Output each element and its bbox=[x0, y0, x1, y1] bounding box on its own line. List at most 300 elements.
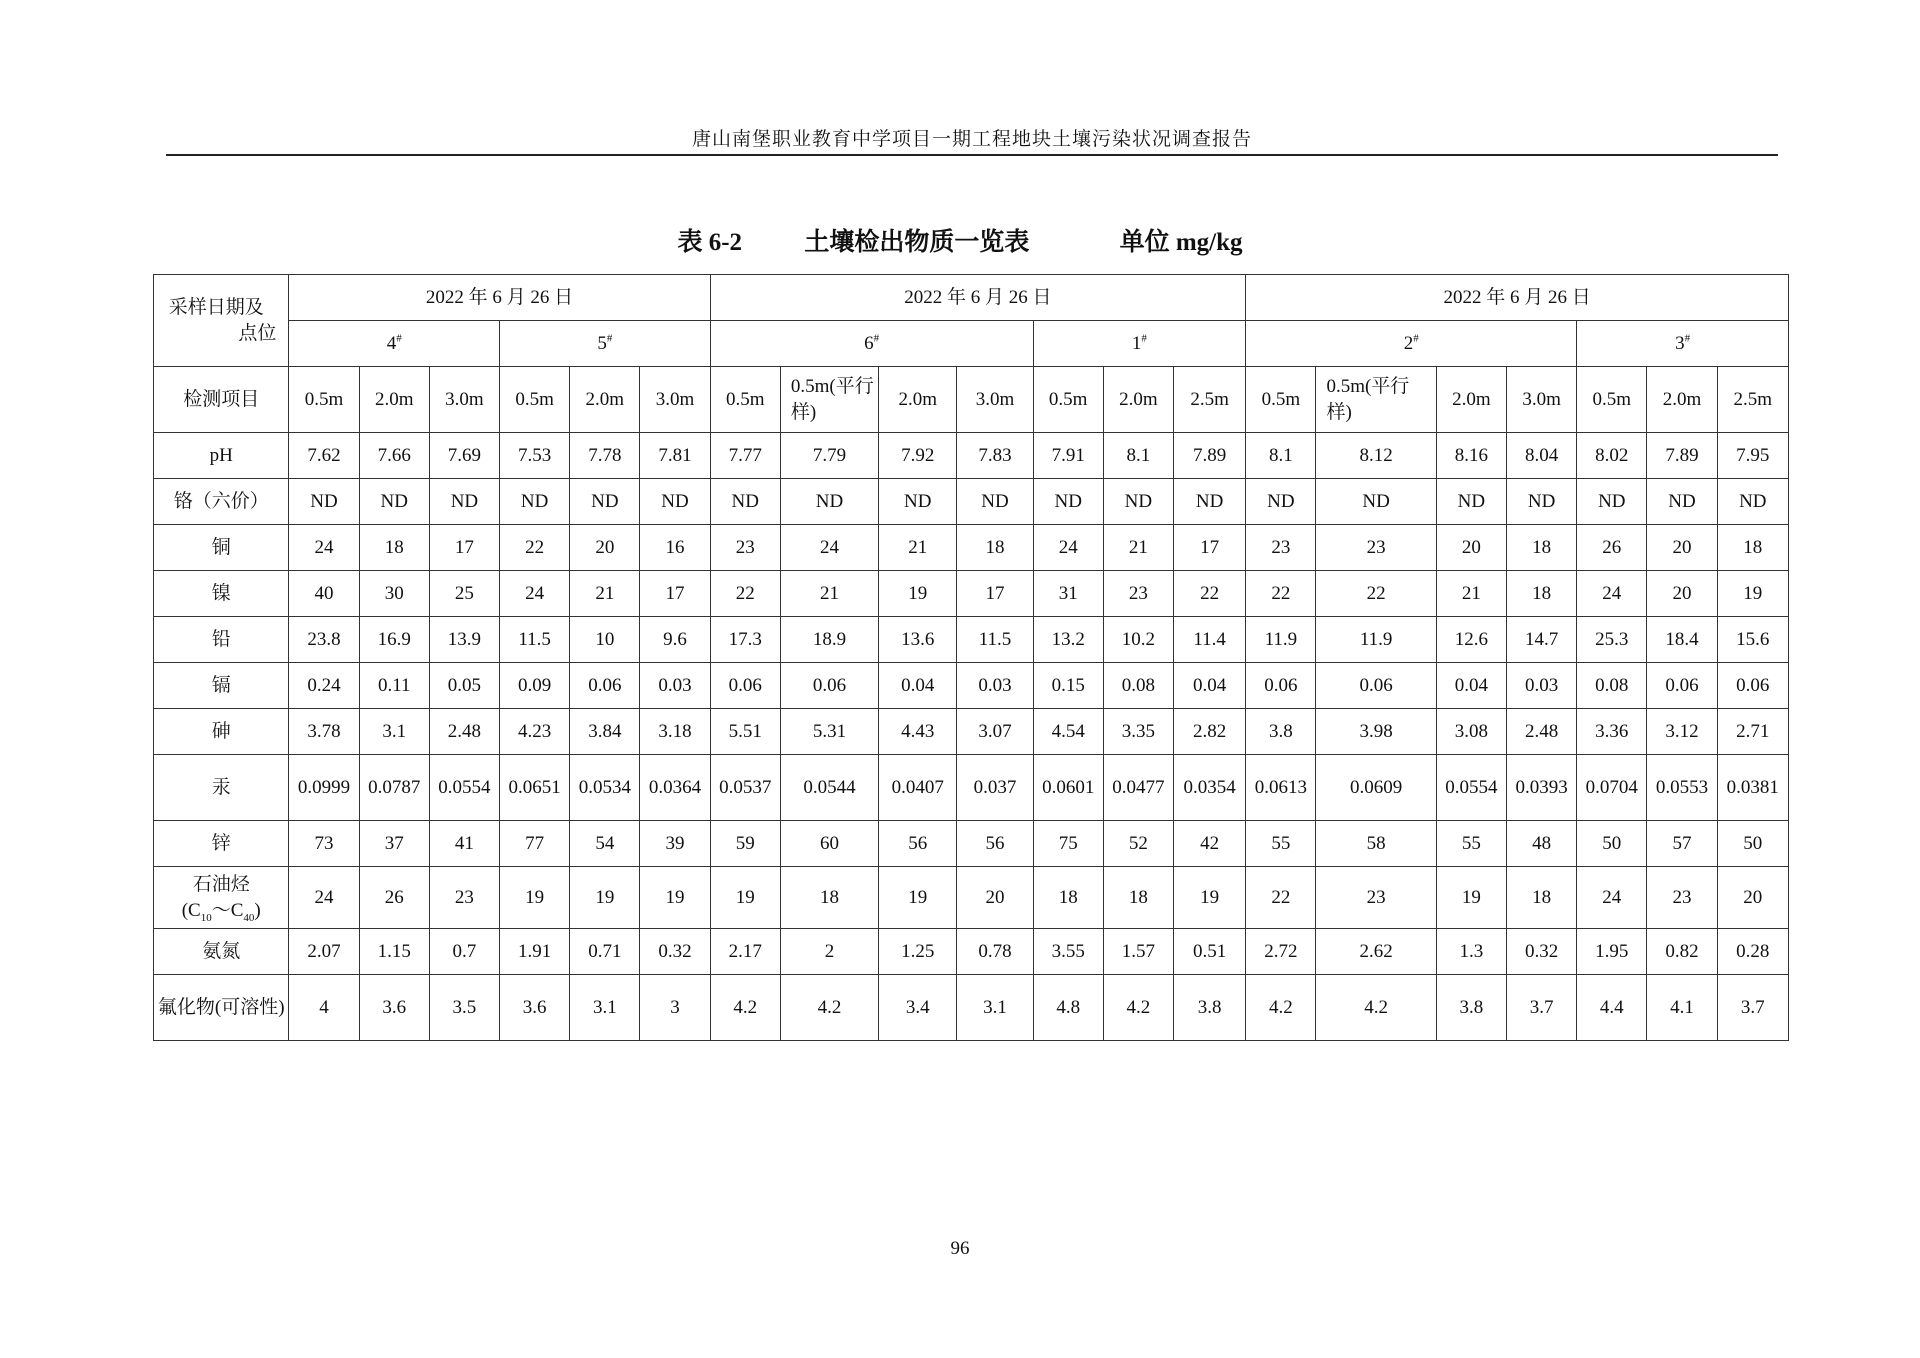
table-cell: 0.0554 bbox=[429, 755, 499, 821]
table-cell: 21 bbox=[570, 571, 640, 617]
point-header-1: 1# bbox=[1033, 321, 1246, 367]
table-cell: 23 bbox=[1647, 867, 1717, 929]
corner-line-2: 点位 bbox=[238, 322, 277, 344]
table-cell: 1.57 bbox=[1103, 929, 1173, 975]
table-cell: 18 bbox=[780, 867, 878, 929]
depth-header-cell: 2.0m bbox=[359, 367, 429, 433]
table-cell: 12.6 bbox=[1436, 617, 1506, 663]
table-cell: 0.0534 bbox=[570, 755, 640, 821]
table-cell: 20 bbox=[1647, 525, 1717, 571]
table-cell: 13.9 bbox=[429, 617, 499, 663]
table-cell: 41 bbox=[429, 821, 499, 867]
table-cell: 25.3 bbox=[1577, 617, 1647, 663]
table-cell: ND bbox=[1316, 479, 1436, 525]
date-header-2: 2022 年 6 月 26 日 bbox=[710, 275, 1246, 321]
table-cell: 54 bbox=[570, 821, 640, 867]
table-cell: 0.0407 bbox=[879, 755, 957, 821]
table-cell: 21 bbox=[1103, 525, 1173, 571]
table-cell: 30 bbox=[359, 571, 429, 617]
table-unit: 单位 mg/kg bbox=[1119, 229, 1243, 256]
table-cell: 55 bbox=[1246, 821, 1316, 867]
table-cell: 20 bbox=[957, 867, 1033, 929]
table-cell: 0.04 bbox=[1436, 663, 1506, 709]
depth-header-cell: 3.0m bbox=[957, 367, 1033, 433]
table-cell: 7.89 bbox=[1174, 433, 1246, 479]
table-cell: 10 bbox=[570, 617, 640, 663]
table-cell: 16 bbox=[640, 525, 710, 571]
depth-header-cell: 2.5m bbox=[1174, 367, 1246, 433]
table-cell: 52 bbox=[1103, 821, 1173, 867]
table-cell: 0.03 bbox=[640, 663, 710, 709]
table-cell: 8.1 bbox=[1103, 433, 1173, 479]
table-cell: 0.04 bbox=[879, 663, 957, 709]
table-cell: 23 bbox=[1316, 525, 1436, 571]
header-rule bbox=[166, 154, 1778, 156]
table-cell: 3.8 bbox=[1174, 975, 1246, 1041]
row-label: 镉 bbox=[154, 663, 289, 709]
point-header-2: 2# bbox=[1246, 321, 1577, 367]
table-cell: 0.06 bbox=[570, 663, 640, 709]
row-label: 铜 bbox=[154, 525, 289, 571]
table-cell: 18 bbox=[1103, 867, 1173, 929]
table-cell: 0.09 bbox=[500, 663, 570, 709]
depth-header-cell: 0.5m bbox=[710, 367, 780, 433]
table-cell: 0.0999 bbox=[289, 755, 359, 821]
table-cell: 4.4 bbox=[1577, 975, 1647, 1041]
table-cell: 0.28 bbox=[1717, 929, 1788, 975]
table-cell: 19 bbox=[879, 571, 957, 617]
table-cell: 7.69 bbox=[429, 433, 499, 479]
table-cell: 18 bbox=[957, 525, 1033, 571]
table-cell: 11.5 bbox=[957, 617, 1033, 663]
table-cell: 4 bbox=[289, 975, 359, 1041]
row-label: 铅 bbox=[154, 617, 289, 663]
table-cell: 56 bbox=[879, 821, 957, 867]
row-label: pH bbox=[154, 433, 289, 479]
table-cell: 7.92 bbox=[879, 433, 957, 479]
point-header-3: 3# bbox=[1577, 321, 1789, 367]
table-cell: 0.32 bbox=[640, 929, 710, 975]
table-cell: 3.6 bbox=[500, 975, 570, 1041]
table-cell: 20 bbox=[1436, 525, 1506, 571]
table-cell: 58 bbox=[1316, 821, 1436, 867]
table-cell: 3.6 bbox=[359, 975, 429, 1041]
table-cell: 0.0537 bbox=[710, 755, 780, 821]
depth-header-cell: 2.0m bbox=[1436, 367, 1506, 433]
table-cell: 1.25 bbox=[879, 929, 957, 975]
table-cell: 2.62 bbox=[1316, 929, 1436, 975]
table-cell: 3.7 bbox=[1717, 975, 1788, 1041]
table-cell: 7.53 bbox=[500, 433, 570, 479]
table-cell: ND bbox=[957, 479, 1033, 525]
table-cell: 3.7 bbox=[1507, 975, 1577, 1041]
table-cell: 18 bbox=[1033, 867, 1103, 929]
table-cell: 3.1 bbox=[359, 709, 429, 755]
table-cell: 0.04 bbox=[1174, 663, 1246, 709]
table-cell: 11.4 bbox=[1174, 617, 1246, 663]
table-cell: ND bbox=[500, 479, 570, 525]
table-cell: 18 bbox=[1507, 525, 1577, 571]
table-cell: 19 bbox=[500, 867, 570, 929]
table-cell: 0.51 bbox=[1174, 929, 1246, 975]
table-cell: 19 bbox=[879, 867, 957, 929]
table-cell: 7.77 bbox=[710, 433, 780, 479]
table-cell: 3.84 bbox=[570, 709, 640, 755]
corner-line-1: 采样日期及 bbox=[168, 296, 264, 318]
table-cell: 2.82 bbox=[1174, 709, 1246, 755]
table-cell: 7.83 bbox=[957, 433, 1033, 479]
report-header-title: 唐山南堡职业教育中学项目一期工程地块土壤污染状况调查报告 bbox=[691, 128, 1252, 150]
table-row bbox=[154, 433, 1789, 479]
table-cell: 77 bbox=[500, 821, 570, 867]
table-cell: 1.3 bbox=[1436, 929, 1506, 975]
table-cell: 4.2 bbox=[1316, 975, 1436, 1041]
table-cell: 7.89 bbox=[1647, 433, 1717, 479]
table-cell: 2.17 bbox=[710, 929, 780, 975]
table-cell: 3.78 bbox=[289, 709, 359, 755]
table-row bbox=[154, 709, 1789, 755]
table-cell: 24 bbox=[289, 525, 359, 571]
table-cell: 20 bbox=[570, 525, 640, 571]
table-cell: 3.1 bbox=[957, 975, 1033, 1041]
table-cell: 4.8 bbox=[1033, 975, 1103, 1041]
table-cell: 21 bbox=[1436, 571, 1506, 617]
table-cell: 50 bbox=[1577, 821, 1647, 867]
table-cell: ND bbox=[1103, 479, 1173, 525]
table-cell: 23 bbox=[1246, 525, 1316, 571]
table-cell: 3.08 bbox=[1436, 709, 1506, 755]
table-cell: 4.43 bbox=[879, 709, 957, 755]
table-cell: 3.98 bbox=[1316, 709, 1436, 755]
depth-header-cell: 3.0m bbox=[1507, 367, 1577, 433]
table-cell: 9.6 bbox=[640, 617, 710, 663]
table-row bbox=[154, 755, 1789, 821]
table-cell: 21 bbox=[879, 525, 957, 571]
table-cell: 7.62 bbox=[289, 433, 359, 479]
table-cell: 3.1 bbox=[570, 975, 640, 1041]
table-cell: 0.0544 bbox=[780, 755, 878, 821]
table-cell: 0.06 bbox=[710, 663, 780, 709]
table-cell: 8.1 bbox=[1246, 433, 1316, 479]
table-number: 表 6-2 bbox=[677, 229, 743, 256]
table-cell: 22 bbox=[1246, 867, 1316, 929]
table-cell: 8.04 bbox=[1507, 433, 1577, 479]
table-cell: 0.06 bbox=[780, 663, 878, 709]
depth-header-cell: 3.0m bbox=[640, 367, 710, 433]
table-cell: 3.55 bbox=[1033, 929, 1103, 975]
table-cell: 3.07 bbox=[957, 709, 1033, 755]
table-cell: 23 bbox=[429, 867, 499, 929]
table-cell: 24 bbox=[1033, 525, 1103, 571]
table-row bbox=[154, 571, 1789, 617]
table-cell: ND bbox=[710, 479, 780, 525]
depth-header-cell: 2.0m bbox=[1103, 367, 1173, 433]
table-cell: 0.06 bbox=[1717, 663, 1788, 709]
depth-header-cell: 0.5m(平行样) bbox=[780, 367, 878, 433]
date-header-1: 2022 年 6 月 26 日 bbox=[289, 275, 710, 321]
table-cell: 0.0393 bbox=[1507, 755, 1577, 821]
table-cell: 7.95 bbox=[1717, 433, 1788, 479]
table-cell: 8.12 bbox=[1316, 433, 1436, 479]
table-row bbox=[154, 479, 1789, 525]
row-label: 氨氮 bbox=[154, 929, 289, 975]
table-cell: 2.07 bbox=[289, 929, 359, 975]
table-cell: 13.2 bbox=[1033, 617, 1103, 663]
table-cell: 11.5 bbox=[500, 617, 570, 663]
row-label: 砷 bbox=[154, 709, 289, 755]
table-cell: 11.9 bbox=[1316, 617, 1436, 663]
depth-header-cell: 0.5m(平行样) bbox=[1316, 367, 1436, 433]
table-cell: ND bbox=[1577, 479, 1647, 525]
table-cell: 26 bbox=[359, 867, 429, 929]
table-cell: ND bbox=[640, 479, 710, 525]
table-cell: 50 bbox=[1717, 821, 1788, 867]
row-label: 镍 bbox=[154, 571, 289, 617]
row-label: 锌 bbox=[154, 821, 289, 867]
table-cell: 73 bbox=[289, 821, 359, 867]
table-cell: 8.16 bbox=[1436, 433, 1506, 479]
table-cell: 7.91 bbox=[1033, 433, 1103, 479]
row-label-line-2: $(C_{10}\sim C_{40})$ bbox=[181, 899, 261, 924]
depth-header-cell: 0.5m bbox=[1246, 367, 1316, 433]
table-cell: 31 bbox=[1033, 571, 1103, 617]
depth-header-cell: 2.0m bbox=[1647, 367, 1717, 433]
depth-header-cell: 2.0m bbox=[570, 367, 640, 433]
table-cell: 7.79 bbox=[780, 433, 878, 479]
table-cell: 5.31 bbox=[780, 709, 878, 755]
table-cell: 0.78 bbox=[957, 929, 1033, 975]
table-cell: 0.06 bbox=[1316, 663, 1436, 709]
table-cell: 0.11 bbox=[359, 663, 429, 709]
table-cell: 0.06 bbox=[1246, 663, 1316, 709]
table-cell: 19 bbox=[1436, 867, 1506, 929]
table-cell: 24 bbox=[289, 867, 359, 929]
table-cell: 2.71 bbox=[1717, 709, 1788, 755]
table-cell: 0.7 bbox=[429, 929, 499, 975]
table-cell: 39 bbox=[640, 821, 710, 867]
point-header-4: 4# bbox=[289, 321, 500, 367]
table-cell: 0.0787 bbox=[359, 755, 429, 821]
table-cell: 0.03 bbox=[957, 663, 1033, 709]
depth-row-label: 检测项目 bbox=[154, 367, 289, 433]
table-cell: 17 bbox=[429, 525, 499, 571]
table-cell: 0.037 bbox=[957, 755, 1033, 821]
point-header-6: 6# bbox=[710, 321, 1033, 367]
table-cell: 19 bbox=[710, 867, 780, 929]
table-row bbox=[154, 617, 1789, 663]
table-cell: ND bbox=[429, 479, 499, 525]
table-cell: 56 bbox=[957, 821, 1033, 867]
table-cell: 0.0704 bbox=[1577, 755, 1647, 821]
table-cell: 21 bbox=[780, 571, 878, 617]
table-cell: 0.08 bbox=[1577, 663, 1647, 709]
table-cell: 7.81 bbox=[640, 433, 710, 479]
table-cell: 3 bbox=[640, 975, 710, 1041]
table-cell: 4.2 bbox=[780, 975, 878, 1041]
table-cell: 24 bbox=[1577, 867, 1647, 929]
depth-header-cell: 0.5m bbox=[1033, 367, 1103, 433]
point-header-5: 5# bbox=[500, 321, 711, 367]
table-cell: 4.54 bbox=[1033, 709, 1103, 755]
table-cell: 18 bbox=[1717, 525, 1788, 571]
table-cell: 4.2 bbox=[710, 975, 780, 1041]
table-cell: 17.3 bbox=[710, 617, 780, 663]
table-cell: 2.48 bbox=[1507, 709, 1577, 755]
table-cell: 4.23 bbox=[500, 709, 570, 755]
table-name: 土壤检出物质一览表 bbox=[804, 229, 1030, 256]
row-label bbox=[154, 867, 289, 929]
table-cell: 3.36 bbox=[1577, 709, 1647, 755]
table-cell: 22 bbox=[500, 525, 570, 571]
table-cell: 18 bbox=[1507, 571, 1577, 617]
table-cell: 8.02 bbox=[1577, 433, 1647, 479]
table-cell: 0.0651 bbox=[500, 755, 570, 821]
table-row bbox=[154, 929, 1789, 975]
table-cell: 5.51 bbox=[710, 709, 780, 755]
table-cell: 4.1 bbox=[1647, 975, 1717, 1041]
table-cell: ND bbox=[1246, 479, 1316, 525]
table-cell: 7.66 bbox=[359, 433, 429, 479]
table-cell: 26 bbox=[1577, 525, 1647, 571]
table-cell: 19 bbox=[640, 867, 710, 929]
table-cell: 0.0601 bbox=[1033, 755, 1103, 821]
table-cell: 3.12 bbox=[1647, 709, 1717, 755]
table-cell: 2.72 bbox=[1246, 929, 1316, 975]
table-cell: ND bbox=[570, 479, 640, 525]
table-cell: 23 bbox=[1316, 867, 1436, 929]
row-label-line-1: 石油烃 bbox=[192, 873, 250, 895]
table-row bbox=[154, 975, 1789, 1041]
table-cell: 25 bbox=[429, 571, 499, 617]
table-cell: 24 bbox=[780, 525, 878, 571]
table-cell: 0.15 bbox=[1033, 663, 1103, 709]
soil-detection-table bbox=[153, 274, 1789, 1041]
table-cell: 22 bbox=[1246, 571, 1316, 617]
row-label: 汞 bbox=[154, 755, 289, 821]
table-cell: 13.6 bbox=[879, 617, 957, 663]
table-cell: ND bbox=[1507, 479, 1577, 525]
table-cell: 48 bbox=[1507, 821, 1577, 867]
table-cell: 0.32 bbox=[1507, 929, 1577, 975]
table-cell: 22 bbox=[1316, 571, 1436, 617]
table-cell: 19 bbox=[1174, 867, 1246, 929]
table-cell: 75 bbox=[1033, 821, 1103, 867]
table-cell: 23 bbox=[1103, 571, 1173, 617]
table-cell: ND bbox=[879, 479, 957, 525]
table-cell: 0.0364 bbox=[640, 755, 710, 821]
table-row bbox=[154, 867, 1789, 929]
table-cell: 18 bbox=[1507, 867, 1577, 929]
table-cell: 0.0613 bbox=[1246, 755, 1316, 821]
table-cell: 2 bbox=[780, 929, 878, 975]
page-number: 96 bbox=[950, 1238, 970, 1259]
table-cell: 57 bbox=[1647, 821, 1717, 867]
table-cell: 1.95 bbox=[1577, 929, 1647, 975]
table-cell: 42 bbox=[1174, 821, 1246, 867]
table-cell: 3.4 bbox=[879, 975, 957, 1041]
table-cell: 0.06 bbox=[1647, 663, 1717, 709]
table-caption bbox=[0, 222, 1920, 258]
table-cell: 18 bbox=[359, 525, 429, 571]
date-header-3: 2022 年 6 月 26 日 bbox=[1246, 275, 1789, 321]
table-cell: 7.78 bbox=[570, 433, 640, 479]
table-cell: 37 bbox=[359, 821, 429, 867]
depth-header-cell: 0.5m bbox=[289, 367, 359, 433]
table-cell: 0.0354 bbox=[1174, 755, 1246, 821]
table-cell: 4.2 bbox=[1246, 975, 1316, 1041]
depth-header-cell: 0.5m bbox=[1577, 367, 1647, 433]
table-cell: 18.4 bbox=[1647, 617, 1717, 663]
table-cell: 0.05 bbox=[429, 663, 499, 709]
depth-header-cell: 0.5m bbox=[500, 367, 570, 433]
table-cell: 40 bbox=[289, 571, 359, 617]
table-cell: 3.8 bbox=[1436, 975, 1506, 1041]
table-row bbox=[154, 821, 1789, 867]
row-label: 氟化物(可溶性) bbox=[154, 975, 289, 1041]
table-cell: 0.0609 bbox=[1316, 755, 1436, 821]
table-cell: ND bbox=[1647, 479, 1717, 525]
table-cell: ND bbox=[1174, 479, 1246, 525]
table-cell: 1.15 bbox=[359, 929, 429, 975]
table-cell: 3.35 bbox=[1103, 709, 1173, 755]
table-cell: 60 bbox=[780, 821, 878, 867]
table-cell: 23 bbox=[710, 525, 780, 571]
table-cell: 3.18 bbox=[640, 709, 710, 755]
table-row bbox=[154, 663, 1789, 709]
table-cell: 55 bbox=[1436, 821, 1506, 867]
table-cell: 3.5 bbox=[429, 975, 499, 1041]
table-cell: ND bbox=[359, 479, 429, 525]
table-cell: 10.2 bbox=[1103, 617, 1173, 663]
table-cell: 23.8 bbox=[289, 617, 359, 663]
table-cell: 0.0477 bbox=[1103, 755, 1173, 821]
table-cell: ND bbox=[1033, 479, 1103, 525]
table-cell: 17 bbox=[957, 571, 1033, 617]
table-cell: ND bbox=[1436, 479, 1506, 525]
table-cell: 0.0553 bbox=[1647, 755, 1717, 821]
table-row bbox=[154, 525, 1789, 571]
table-cell: 59 bbox=[710, 821, 780, 867]
table-cell: 1.91 bbox=[500, 929, 570, 975]
depth-header-cell: 3.0m bbox=[429, 367, 499, 433]
table-cell: ND bbox=[780, 479, 878, 525]
table-cell: 11.9 bbox=[1246, 617, 1316, 663]
table-cell: 20 bbox=[1717, 867, 1788, 929]
table-cell: ND bbox=[289, 479, 359, 525]
table-cell: 15.6 bbox=[1717, 617, 1788, 663]
table-cell: 18.9 bbox=[780, 617, 878, 663]
table-cell: 24 bbox=[1577, 571, 1647, 617]
depth-header-cell: 2.5m bbox=[1717, 367, 1788, 433]
table-cell: 3.8 bbox=[1246, 709, 1316, 755]
table-cell: 20 bbox=[1647, 571, 1717, 617]
table-cell: 0.03 bbox=[1507, 663, 1577, 709]
depth-header-cell: 2.0m bbox=[879, 367, 957, 433]
table-cell: 24 bbox=[500, 571, 570, 617]
table-cell: 22 bbox=[1174, 571, 1246, 617]
table-cell: 17 bbox=[640, 571, 710, 617]
table-cell: 0.71 bbox=[570, 929, 640, 975]
table-cell: 19 bbox=[570, 867, 640, 929]
row-label: 铬（六价） bbox=[154, 479, 289, 525]
table-cell: ND bbox=[1717, 479, 1788, 525]
table-cell: 2.48 bbox=[429, 709, 499, 755]
table-cell: 0.0381 bbox=[1717, 755, 1788, 821]
table-cell: 14.7 bbox=[1507, 617, 1577, 663]
table-cell: 16.9 bbox=[359, 617, 429, 663]
table-cell: 19 bbox=[1717, 571, 1788, 617]
table-cell: 22 bbox=[710, 571, 780, 617]
